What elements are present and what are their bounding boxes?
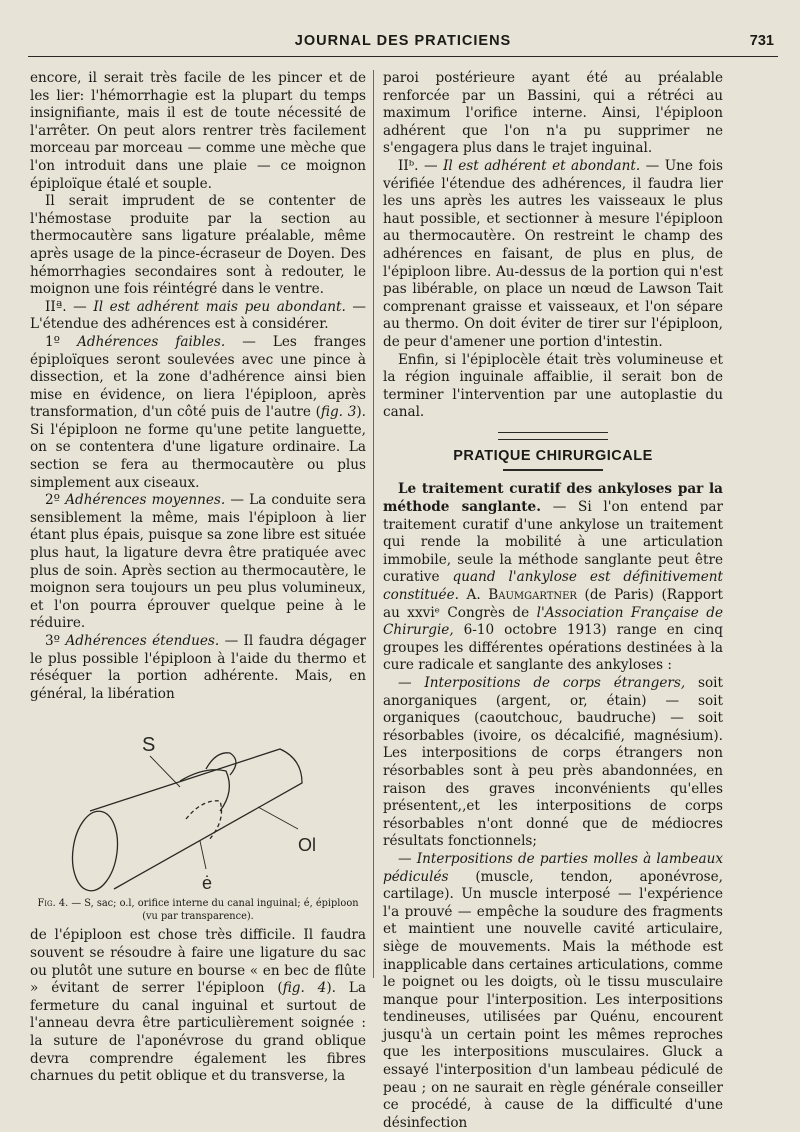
section-title: PRATIQUE CHIRURGICALE: [453, 447, 653, 464]
paragraph: [383, 481, 723, 675]
page-number: 731: [749, 33, 774, 49]
leader-line-e: [200, 841, 206, 869]
paragraph-text: — Une fois vérifiée l'étendue des adhérences, il faudra lier les uns après les autres les vaisseaux le plus haut possible, et sectionner à mesure l'épiploon au thermocautère. On restreint le champ des adhérences en faisant, de plus en plus, de l'épiploon libre. Au-dessus de la portion qui n'est pas libérable, on place un nœud de Lawson Tait comprenant graisse et vaisseaux, et l'on sépare au thermo. On doit éviter de tirer sur l'épiploon, de peur d'amener une portion d'intestin.: [383, 157, 723, 350]
sac-outline: [90, 749, 302, 889]
paragraph: [383, 675, 723, 851]
running-header: [28, 30, 778, 57]
figure-reference: fig. 3: [320, 404, 357, 421]
paragraph: encore, il serait très facile de les pincer et de les lier: l'hémorrhagie est la plupart du temps insignifiante, mais il est de toute nécessité de l'arrêter. On peut alors rentrer très facilement morceau par morceau — comme une mèche que l'on introduit dans une plaie — ce moignon épiploïque étalé et souple.: [30, 70, 366, 192]
italic-text: quand l'ankylose est définitivement constituée.: [383, 569, 724, 604]
paragraph: [383, 851, 723, 1132]
paragraph-text: ). La fermeture du canal inguinal et surtout de l'anneau devra être particulièrement soignée : la suture de l'aponévrose du grand oblique devra comprendre également les fibres charnues du petit oblique et du transverse, la: [30, 980, 367, 1085]
figure-label-e: ė: [202, 873, 213, 894]
caption-text: — S, sac; o.l, orifice interne du canal inguinal; é, épiploon (vu par transparence).: [71, 898, 359, 922]
paragraph: [30, 492, 366, 633]
italic-heading: Il est adhérent et abondant.: [443, 157, 641, 174]
paragraph-text: A.: [466, 587, 481, 604]
italic-heading: Il est adhérent mais peu abondant.: [93, 298, 346, 315]
ligature-loop: [180, 770, 229, 811]
paragraph: Enfin, si l'épiplocèle était très volumineuse et la région inguinale affaiblie, il serait bon de terminer l'intervention par une autoplastie du canal.: [383, 351, 723, 421]
section-separator: [498, 432, 608, 440]
paragraph-text: — La conduite sera sensiblement la même, mais l'épiploon à lier étant plus épais, puisque sa zone libre est située plus haut, la ligature devra être pratiquée avec plus de soin. Après section au thermocautère, le moignon sera toujours un peu plus volumineux, et l'on pourra éprouver quelque peine à le réduire.: [30, 492, 366, 632]
figure-number: Fig. 4.: [37, 898, 69, 910]
leader-line-s: [150, 756, 180, 787]
epiploon-transparent: [186, 801, 222, 841]
paragraph-text: (de Paris) (Rapport au xxviᵉ Congrès de: [383, 587, 724, 621]
item-number: 3º: [45, 633, 61, 649]
paragraph-text: — Les franges épiploïques seront soulevées avec une pince à dissection, et la zone d'adhérence ainsi bien mise en évidence, on liera l'épiploon, après transformation, d'un côté puis de l'autre (: [30, 333, 366, 421]
section-label: IIª. —: [45, 298, 87, 315]
paragraph-text: — Il faudra dégager le plus possible l'épiploon à l'aide du thermo et réséquer la portion adhérente. Mais, en général, la libération: [30, 633, 366, 702]
paragraph: [30, 927, 366, 1085]
paragraph-text: 6-10 octobre 1913) range en cinq groupes les différentes opérations destinées à la cure radicale et sanglante des ankyloses :: [383, 622, 723, 674]
figure-label-ol: Ol: [298, 835, 316, 856]
article-title: Le traitement curatif des ankyloses par la méthode sanglante.: [383, 481, 723, 516]
italic-heading: Adhérences moyennes.: [65, 492, 226, 509]
paragraph-text: ). Si l'épiploon ne forme qu'une petite languette, on se contentera d'une ligature ordinaire. La section se fera au thermocautère ou plus simplement aux ciseaux.: [30, 404, 366, 491]
item-number: 1º: [45, 333, 61, 350]
section-label: IIᵇ. —: [398, 157, 438, 174]
paragraph: [383, 158, 723, 352]
author-name: Baumgartner: [488, 587, 577, 604]
italic-text: l'Association Française de Chirurgie,: [383, 604, 723, 639]
italic-heading: — Interpositions de corps étrangers,: [398, 675, 686, 691]
paragraph-text: soit anorganiques (argent, or, étain) — soit organiques (caoutchouc, baudruche) — soit résorbables (ivoire, os décalcifié, magnésium). Les interpositions de corps étrangers non résorbables sont à peu près abandonnées, en raison des graves inconvénients qu'elles présentent,,et les interpositions de corps résorbables n'ont donné que de médiocres résultats fonctionnels;: [383, 675, 723, 850]
figure-reference: fig. 4: [282, 980, 327, 997]
right-column: [383, 70, 723, 1132]
figure-label-s: S: [142, 734, 156, 757]
paragraph: [30, 299, 366, 334]
sac-opening-ellipse: [68, 809, 123, 894]
paragraph-text: (muscle, tendon, aponévrose, cartilage). Un muscle interposé — l'expérience l'a prouvé — empêche la soudure des fragments et maintient une nouvelle cavité articulaire, siège de mouvements. Mais la méthode est inapplicable dans certaines articulations, comme le poignet ou les doigts, où le tissu musculaire manque pour l'interposition. Les interpositions tendineuses, utilisées par Quénu, encourent jusqu'à un certain point les mêmes reproches que les interpositions musculaires. Gluck a essayé l'interposition d'un lambeau pédiculé de peau ; on ne saurait en règle générale conseiller ce procédé, à cause de la difficulté d'une désinfection: [383, 868, 723, 1131]
paragraph: paroi postérieure ayant été au préalable renforcée par un Bassini, qui a rétréci au maximum l'orifice interne. Ainsi, l'épiploon adhérent que l'on n'a pu supprimer ne s'engagera plus dans le trajet inguinal.: [383, 70, 723, 157]
journal-title: JOURNAL DES PRATICIENS: [294, 33, 512, 49]
italic-heading: — Interpositions de parties molles à lambeaux pédiculés: [383, 850, 723, 885]
section-underline: [503, 469, 603, 471]
italic-heading: Adhérences faibles.: [77, 333, 226, 350]
paragraph-text: — Si l'on entend par traitement curatif d'une ankylose un traitement qui rende la mobilité à une articulation immobile, seule la méthode sanglante peut être curative: [383, 499, 723, 586]
italic-heading: Adhérences étendues.: [65, 633, 220, 649]
paragraph-text: — L'étendue des adhérences est à considérer.: [30, 298, 367, 333]
paragraph: Il serait imprudent de se contenter de l'hémostase produite par la section au thermocautère sans ligature préalable, même après usage de la pince-écraseur de Doyen. Des hémorrhagies secondaires sont à redouter, le moignon une fois réintégré dans le ventre.: [30, 193, 366, 298]
item-number: 2º: [45, 492, 61, 509]
figure-caption: [30, 898, 366, 923]
paragraph: [30, 633, 366, 703]
column-divider: [373, 70, 374, 978]
hernia-sac-drawing: [30, 711, 366, 896]
paragraph-text: de l'épiploon est chose très difficile. Il faudra souvent se résoudre à faire une ligature du sac ou plutôt une suture en bourse « en bec de flûte » évitant de serrer l'épiploon (: [30, 927, 366, 997]
paragraph: [30, 334, 366, 492]
leader-line-ol: [258, 807, 298, 829]
figure-4-illustration: [30, 711, 366, 896]
left-column: [30, 70, 366, 1086]
